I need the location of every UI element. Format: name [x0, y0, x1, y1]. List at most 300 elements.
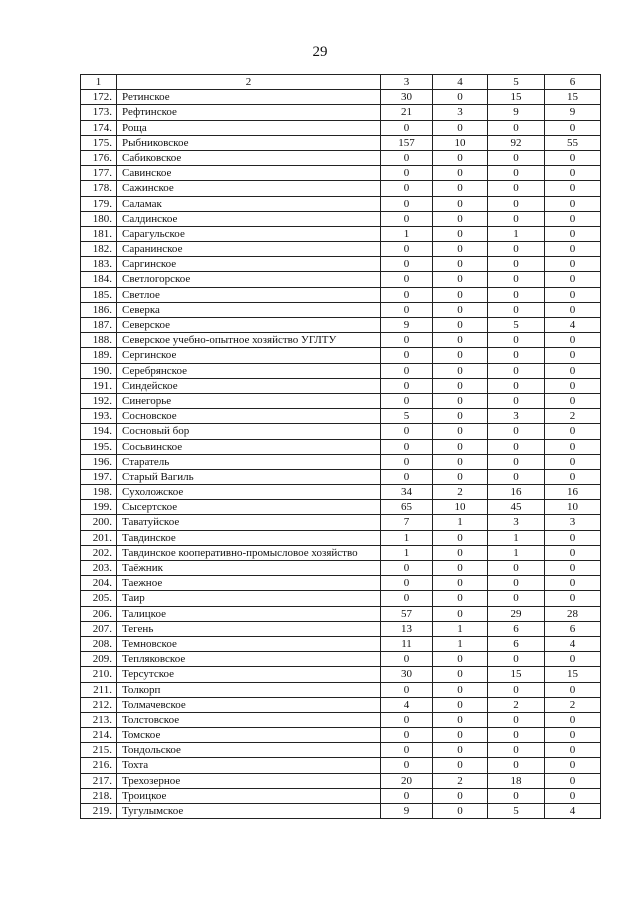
row-value-cell: 0 — [545, 682, 601, 697]
table-row — [81, 211, 601, 226]
table-row — [81, 804, 601, 819]
row-value-cell: 0 — [433, 196, 488, 211]
row-value-cell: 0 — [545, 758, 601, 773]
row-name-cell: Трехозерное — [117, 773, 381, 788]
row-value-cell: 0 — [488, 196, 545, 211]
row-number-cell: 193. — [81, 409, 117, 424]
row-value-cell: 9 — [381, 318, 433, 333]
row-number-cell: 179. — [81, 196, 117, 211]
header-cell: 3 — [381, 75, 433, 90]
row-name-cell: Терсутское — [117, 667, 381, 682]
row-value-cell: 0 — [488, 561, 545, 576]
table-row — [81, 454, 601, 469]
row-value-cell: 20 — [381, 773, 433, 788]
row-number-cell: 213. — [81, 712, 117, 727]
row-name-cell: Светлогорское — [117, 272, 381, 287]
table-row — [81, 257, 601, 272]
row-value-cell: 16 — [545, 485, 601, 500]
row-value-cell: 0 — [381, 242, 433, 257]
row-number-cell: 201. — [81, 530, 117, 545]
row-value-cell: 0 — [545, 302, 601, 317]
row-number-cell: 202. — [81, 545, 117, 560]
row-value-cell: 3 — [545, 515, 601, 530]
row-value-cell: 1 — [488, 530, 545, 545]
row-value-cell: 0 — [488, 788, 545, 803]
row-value-cell: 0 — [381, 378, 433, 393]
table-row — [81, 424, 601, 439]
row-name-cell: Ретинское — [117, 90, 381, 105]
row-value-cell: 21 — [381, 105, 433, 120]
row-number-cell: 187. — [81, 318, 117, 333]
row-value-cell: 0 — [433, 804, 488, 819]
row-name-cell: Сосновый бор — [117, 424, 381, 439]
row-value-cell: 0 — [488, 682, 545, 697]
row-value-cell: 0 — [433, 576, 488, 591]
table-row — [81, 90, 601, 105]
table-row — [81, 469, 601, 484]
header-cell: 4 — [433, 75, 488, 90]
row-value-cell: 0 — [545, 454, 601, 469]
row-value-cell: 0 — [381, 424, 433, 439]
header-cell: 1 — [81, 75, 117, 90]
row-number-cell: 173. — [81, 105, 117, 120]
row-value-cell: 0 — [381, 166, 433, 181]
row-value-cell: 0 — [488, 728, 545, 743]
row-value-cell: 4 — [545, 318, 601, 333]
row-number-cell: 190. — [81, 363, 117, 378]
row-value-cell: 0 — [381, 591, 433, 606]
table-row — [81, 166, 601, 181]
row-value-cell: 0 — [545, 469, 601, 484]
row-number-cell: 186. — [81, 302, 117, 317]
row-value-cell: 0 — [545, 576, 601, 591]
row-value-cell: 1 — [433, 515, 488, 530]
row-value-cell: 0 — [488, 181, 545, 196]
row-value-cell: 0 — [433, 363, 488, 378]
row-number-cell: 180. — [81, 211, 117, 226]
row-value-cell: 18 — [488, 773, 545, 788]
table-row — [81, 439, 601, 454]
row-number-cell: 217. — [81, 773, 117, 788]
row-value-cell: 10 — [545, 500, 601, 515]
row-name-cell: Сарагульское — [117, 226, 381, 241]
row-value-cell: 0 — [433, 424, 488, 439]
table-row — [81, 196, 601, 211]
row-value-cell: 0 — [381, 181, 433, 196]
row-name-cell: Тепляковское — [117, 652, 381, 667]
row-number-cell: 218. — [81, 788, 117, 803]
row-value-cell: 0 — [488, 257, 545, 272]
row-value-cell: 0 — [381, 287, 433, 302]
row-value-cell: 0 — [488, 211, 545, 226]
row-value-cell: 0 — [433, 667, 488, 682]
row-value-cell: 0 — [488, 363, 545, 378]
table-row — [81, 545, 601, 560]
row-value-cell: 5 — [488, 318, 545, 333]
row-value-cell: 0 — [545, 652, 601, 667]
table-row — [81, 393, 601, 408]
row-number-cell: 192. — [81, 393, 117, 408]
row-name-cell: Таежное — [117, 576, 381, 591]
row-value-cell: 0 — [433, 166, 488, 181]
row-number-cell: 212. — [81, 697, 117, 712]
row-value-cell: 9 — [381, 804, 433, 819]
table-row — [81, 120, 601, 135]
row-value-cell: 4 — [545, 804, 601, 819]
row-value-cell: 6 — [545, 621, 601, 636]
row-value-cell: 0 — [381, 333, 433, 348]
row-name-cell: Сосновское — [117, 409, 381, 424]
row-value-cell: 0 — [488, 302, 545, 317]
row-value-cell: 0 — [545, 545, 601, 560]
row-value-cell: 2 — [433, 773, 488, 788]
row-value-cell: 0 — [433, 606, 488, 621]
row-number-cell: 216. — [81, 758, 117, 773]
row-value-cell: 0 — [433, 226, 488, 241]
row-value-cell: 0 — [433, 211, 488, 226]
row-number-cell: 208. — [81, 636, 117, 651]
row-name-cell: Старый Вагиль — [117, 469, 381, 484]
row-value-cell: 0 — [433, 348, 488, 363]
row-value-cell: 0 — [488, 712, 545, 727]
row-value-cell: 0 — [381, 576, 433, 591]
row-value-cell: 0 — [433, 652, 488, 667]
row-value-cell: 13 — [381, 621, 433, 636]
row-value-cell: 0 — [488, 393, 545, 408]
row-value-cell: 0 — [381, 272, 433, 287]
row-value-cell: 0 — [488, 166, 545, 181]
row-value-cell: 0 — [433, 545, 488, 560]
row-value-cell: 5 — [381, 409, 433, 424]
row-value-cell: 0 — [488, 348, 545, 363]
row-value-cell: 0 — [381, 712, 433, 727]
row-number-cell: 195. — [81, 439, 117, 454]
row-value-cell: 0 — [545, 530, 601, 545]
row-number-cell: 177. — [81, 166, 117, 181]
row-value-cell: 0 — [488, 743, 545, 758]
row-number-cell: 207. — [81, 621, 117, 636]
row-value-cell: 0 — [433, 257, 488, 272]
row-value-cell: 6 — [488, 636, 545, 651]
row-name-cell: Сосьвинское — [117, 439, 381, 454]
row-value-cell: 0 — [545, 424, 601, 439]
row-value-cell: 2 — [488, 697, 545, 712]
row-value-cell: 0 — [433, 302, 488, 317]
row-value-cell: 4 — [545, 636, 601, 651]
row-value-cell: 2 — [545, 409, 601, 424]
row-value-cell: 0 — [433, 409, 488, 424]
row-value-cell: 0 — [433, 591, 488, 606]
row-number-cell: 183. — [81, 257, 117, 272]
row-value-cell: 0 — [433, 287, 488, 302]
row-value-cell: 1 — [433, 621, 488, 636]
row-name-cell: Синдейское — [117, 378, 381, 393]
row-value-cell: 157 — [381, 135, 433, 150]
row-name-cell: Саламак — [117, 196, 381, 211]
table-row — [81, 226, 601, 241]
row-number-cell: 196. — [81, 454, 117, 469]
row-number-cell: 184. — [81, 272, 117, 287]
row-name-cell: Саранинское — [117, 242, 381, 257]
table-row — [81, 302, 601, 317]
row-value-cell: 0 — [545, 348, 601, 363]
row-value-cell: 0 — [433, 393, 488, 408]
row-name-cell: Темновское — [117, 636, 381, 651]
row-value-cell: 10 — [433, 500, 488, 515]
row-name-cell: Сабиковское — [117, 150, 381, 165]
row-value-cell: 0 — [433, 333, 488, 348]
row-number-cell: 214. — [81, 728, 117, 743]
row-name-cell: Тегень — [117, 621, 381, 636]
row-number-cell: 206. — [81, 606, 117, 621]
table-row — [81, 621, 601, 636]
row-value-cell: 1 — [381, 530, 433, 545]
row-value-cell: 0 — [433, 181, 488, 196]
row-value-cell: 0 — [488, 378, 545, 393]
row-name-cell: Сажинское — [117, 181, 381, 196]
table-row — [81, 561, 601, 576]
row-name-cell: Салдинское — [117, 211, 381, 226]
row-number-cell: 182. — [81, 242, 117, 257]
table-row — [81, 576, 601, 591]
row-value-cell: 0 — [433, 758, 488, 773]
row-name-cell: Рыбниковское — [117, 135, 381, 150]
row-number-cell: 185. — [81, 287, 117, 302]
row-number-cell: 174. — [81, 120, 117, 135]
row-value-cell: 0 — [381, 652, 433, 667]
table-row — [81, 409, 601, 424]
row-value-cell: 0 — [381, 302, 433, 317]
row-number-cell: 178. — [81, 181, 117, 196]
row-name-cell: Томское — [117, 728, 381, 743]
table-row — [81, 105, 601, 120]
row-number-cell: 198. — [81, 485, 117, 500]
row-value-cell: 0 — [433, 530, 488, 545]
row-value-cell: 0 — [488, 424, 545, 439]
row-name-cell: Старатель — [117, 454, 381, 469]
table-row — [81, 697, 601, 712]
row-value-cell: 0 — [381, 682, 433, 697]
row-value-cell: 0 — [433, 272, 488, 287]
row-value-cell: 0 — [381, 393, 433, 408]
row-value-cell: 9 — [545, 105, 601, 120]
table-row — [81, 652, 601, 667]
row-value-cell: 0 — [545, 242, 601, 257]
row-value-cell: 0 — [488, 652, 545, 667]
row-value-cell: 0 — [545, 378, 601, 393]
row-number-cell: 210. — [81, 667, 117, 682]
row-value-cell: 0 — [433, 697, 488, 712]
row-value-cell: 30 — [381, 667, 433, 682]
row-value-cell: 0 — [545, 728, 601, 743]
row-value-cell: 0 — [433, 439, 488, 454]
row-value-cell: 0 — [433, 743, 488, 758]
row-value-cell: 0 — [381, 439, 433, 454]
table-row — [81, 530, 601, 545]
row-number-cell: 209. — [81, 652, 117, 667]
table-row — [81, 500, 601, 515]
row-value-cell: 0 — [381, 469, 433, 484]
row-value-cell: 0 — [433, 242, 488, 257]
table-row — [81, 287, 601, 302]
row-name-cell: Светлое — [117, 287, 381, 302]
row-number-cell: 199. — [81, 500, 117, 515]
row-number-cell: 181. — [81, 226, 117, 241]
row-value-cell: 0 — [488, 576, 545, 591]
row-value-cell: 0 — [381, 196, 433, 211]
table-row — [81, 591, 601, 606]
row-name-cell: Северское учебно-опытное хозяйство УГЛТУ — [117, 333, 381, 348]
row-value-cell: 0 — [545, 333, 601, 348]
table-row — [81, 378, 601, 393]
row-value-cell: 1 — [488, 545, 545, 560]
row-value-cell: 0 — [488, 591, 545, 606]
row-number-cell: 176. — [81, 150, 117, 165]
row-value-cell: 11 — [381, 636, 433, 651]
row-value-cell: 5 — [488, 804, 545, 819]
row-value-cell: 3 — [488, 409, 545, 424]
row-value-cell: 0 — [433, 150, 488, 165]
row-value-cell: 34 — [381, 485, 433, 500]
row-value-cell: 92 — [488, 135, 545, 150]
row-value-cell: 9 — [488, 105, 545, 120]
table-row — [81, 682, 601, 697]
table-row — [81, 181, 601, 196]
row-value-cell: 0 — [381, 211, 433, 226]
row-value-cell: 0 — [545, 773, 601, 788]
row-name-cell: Таватуйское — [117, 515, 381, 530]
row-value-cell: 0 — [433, 682, 488, 697]
row-value-cell: 45 — [488, 500, 545, 515]
table-row — [81, 515, 601, 530]
row-value-cell: 0 — [545, 257, 601, 272]
row-value-cell: 0 — [545, 712, 601, 727]
row-value-cell: 10 — [433, 135, 488, 150]
row-value-cell: 0 — [433, 561, 488, 576]
row-number-cell: 205. — [81, 591, 117, 606]
row-value-cell: 0 — [545, 226, 601, 241]
row-value-cell: 0 — [381, 257, 433, 272]
row-value-cell: 0 — [545, 287, 601, 302]
row-name-cell: Талицкое — [117, 606, 381, 621]
row-value-cell: 0 — [545, 196, 601, 211]
row-value-cell: 0 — [433, 120, 488, 135]
table-row — [81, 135, 601, 150]
row-value-cell: 55 — [545, 135, 601, 150]
row-value-cell: 0 — [433, 90, 488, 105]
row-number-cell: 194. — [81, 424, 117, 439]
data-table — [80, 74, 601, 819]
row-name-cell: Северка — [117, 302, 381, 317]
table-row — [81, 318, 601, 333]
row-value-cell: 0 — [545, 591, 601, 606]
row-value-cell: 0 — [381, 743, 433, 758]
row-value-cell: 7 — [381, 515, 433, 530]
row-value-cell: 0 — [488, 333, 545, 348]
row-name-cell: Толмачевское — [117, 697, 381, 712]
row-value-cell: 0 — [545, 120, 601, 135]
header-cell: 2 — [117, 75, 381, 90]
row-number-cell: 197. — [81, 469, 117, 484]
row-value-cell: 28 — [545, 606, 601, 621]
table-row — [81, 758, 601, 773]
row-value-cell: 0 — [488, 287, 545, 302]
row-value-cell: 0 — [545, 272, 601, 287]
row-number-cell: 211. — [81, 682, 117, 697]
row-value-cell: 0 — [488, 454, 545, 469]
row-value-cell: 0 — [433, 454, 488, 469]
row-value-cell: 29 — [488, 606, 545, 621]
header-cell: 5 — [488, 75, 545, 90]
row-name-cell: Северское — [117, 318, 381, 333]
row-name-cell: Тохта — [117, 758, 381, 773]
row-value-cell: 0 — [381, 788, 433, 803]
row-value-cell: 0 — [433, 788, 488, 803]
row-value-cell: 16 — [488, 485, 545, 500]
table-row — [81, 363, 601, 378]
row-name-cell: Сысертское — [117, 500, 381, 515]
row-value-cell: 0 — [545, 393, 601, 408]
row-value-cell: 2 — [433, 485, 488, 500]
row-name-cell: Толкорп — [117, 682, 381, 697]
row-number-cell: 172. — [81, 90, 117, 105]
row-value-cell: 3 — [488, 515, 545, 530]
row-number-cell: 203. — [81, 561, 117, 576]
row-number-cell: 200. — [81, 515, 117, 530]
row-name-cell: Роща — [117, 120, 381, 135]
row-number-cell: 188. — [81, 333, 117, 348]
row-value-cell: 0 — [545, 561, 601, 576]
row-value-cell: 1 — [433, 636, 488, 651]
row-name-cell: Саргинское — [117, 257, 381, 272]
row-value-cell: 0 — [381, 758, 433, 773]
header-row — [81, 75, 601, 90]
page-number: 29 — [312, 44, 328, 60]
row-name-cell: Таир — [117, 591, 381, 606]
row-name-cell: Сухоложское — [117, 485, 381, 500]
row-name-cell: Сергинское — [117, 348, 381, 363]
table-row — [81, 773, 601, 788]
row-value-cell: 0 — [381, 561, 433, 576]
row-value-cell: 0 — [433, 318, 488, 333]
table-row — [81, 242, 601, 257]
row-value-cell: 0 — [488, 150, 545, 165]
table-row — [81, 636, 601, 651]
table-row — [81, 712, 601, 727]
row-value-cell: 0 — [433, 469, 488, 484]
row-value-cell: 2 — [545, 697, 601, 712]
table-row — [81, 743, 601, 758]
row-number-cell: 204. — [81, 576, 117, 591]
row-value-cell: 0 — [488, 242, 545, 257]
row-value-cell: 0 — [488, 469, 545, 484]
row-value-cell: 4 — [381, 697, 433, 712]
row-number-cell: 219. — [81, 804, 117, 819]
row-value-cell: 0 — [381, 363, 433, 378]
row-value-cell: 1 — [488, 226, 545, 241]
row-name-cell: Тугулымское — [117, 804, 381, 819]
row-value-cell: 0 — [545, 788, 601, 803]
row-name-cell: Таёжник — [117, 561, 381, 576]
row-value-cell: 0 — [381, 728, 433, 743]
row-value-cell: 30 — [381, 90, 433, 105]
row-value-cell: 0 — [381, 150, 433, 165]
row-value-cell: 65 — [381, 500, 433, 515]
row-number-cell: 215. — [81, 743, 117, 758]
row-value-cell: 0 — [545, 150, 601, 165]
row-value-cell: 0 — [433, 378, 488, 393]
row-value-cell: 0 — [545, 166, 601, 181]
